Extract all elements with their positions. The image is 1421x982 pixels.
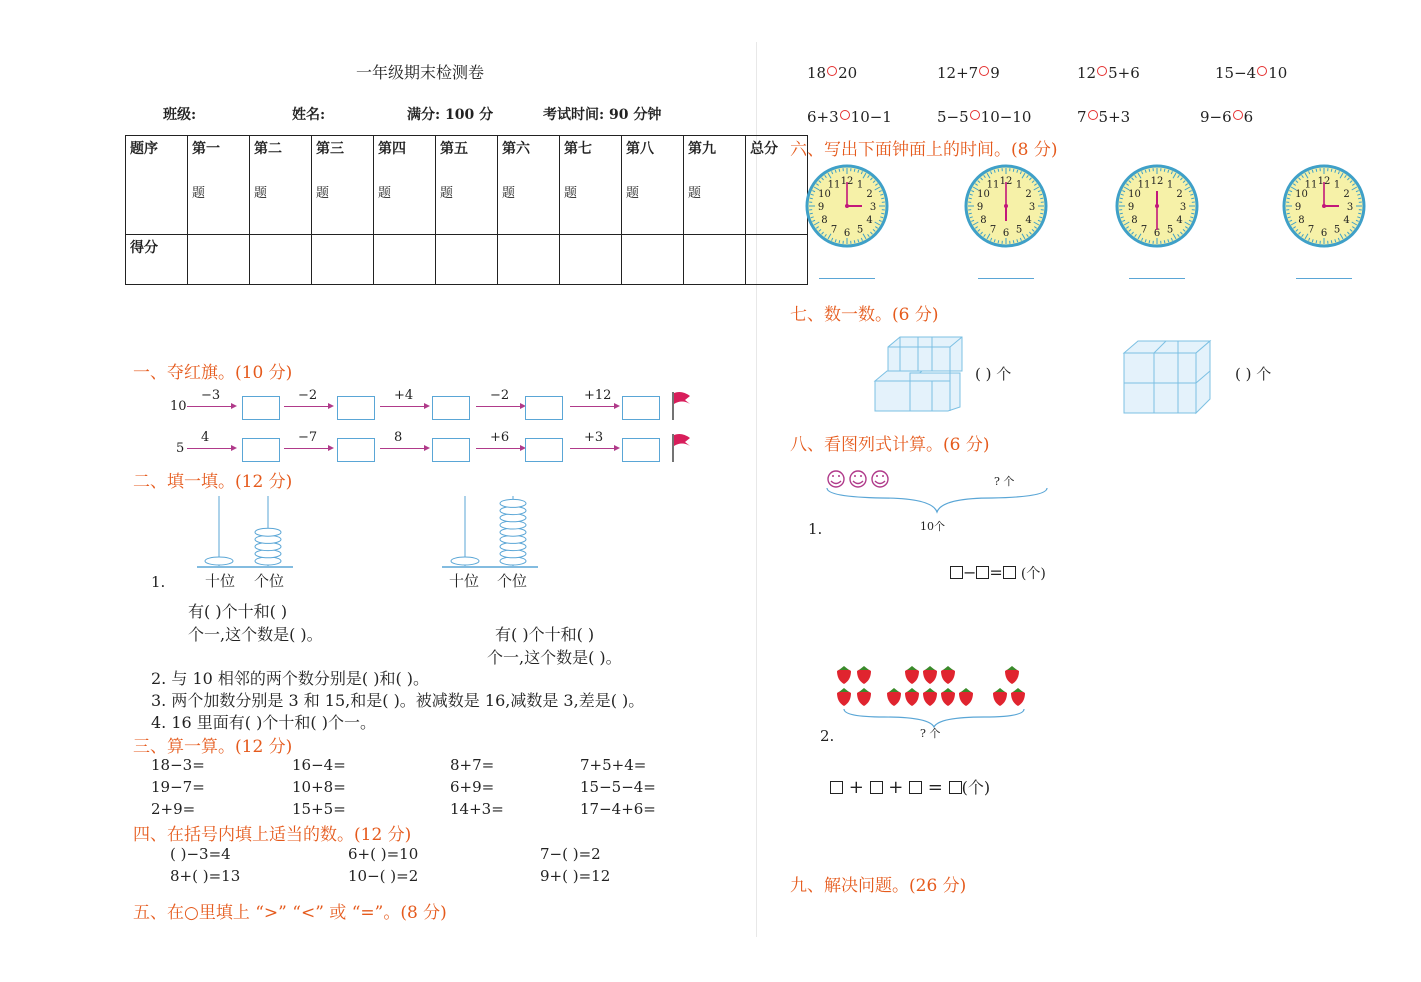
compare-circle[interactable] [979,66,989,76]
s2-q1b-line1: 有( )个十和( ) [495,625,595,644]
calc-problem: 16−4= [292,756,346,774]
abacus-a-ones-label: 个位 [254,572,285,590]
calc-problem: 2+9= [151,800,196,818]
chain-start-number: 5 [176,441,185,456]
svg-text:4: 4 [1176,215,1183,226]
svg-text:3: 3 [1179,202,1187,213]
chain-operation: 4 [201,430,210,445]
header-cell-bottom: 题 [316,186,330,201]
section-9-title: 九、解决问题。(26 分) [790,876,967,896]
svg-text:9: 9 [1294,202,1302,213]
answer-box[interactable] [337,396,375,420]
chain-arrow [476,406,524,407]
s2-q3: 3. 两个加数分别是 3 和 15,和是( )。被减数是 16,减数是 3,差是( )。 [151,691,645,710]
chain-operation: 8 [394,430,403,445]
chain-arrow [476,448,524,449]
exam-time: 考试时间: 90 分钟 [543,107,662,123]
svg-text:1: 1 [856,179,864,191]
svg-text:10: 10 [818,189,831,200]
s8-q1-total: 10个 [920,520,945,533]
answer-box[interactable] [242,396,280,420]
s2-q1a-line2: 个一,这个数是( )。 [188,625,323,644]
clock-face [963,163,1049,249]
svg-text:3: 3 [1028,202,1036,213]
compare-problem [937,64,1000,82]
score-table-header-cell [188,136,250,235]
svg-text:8: 8 [821,215,828,226]
s8-q2-unknown: ? 个 [920,727,941,740]
s2-q1-number: 1. [151,573,166,591]
calc-problem: 15−5−4= [580,778,656,796]
s7-answer-b: ( ) 个 [1235,365,1272,383]
header-cell-bottom: 题 [440,186,454,201]
strawberry-icon [993,688,1007,706]
svg-text:6: 6 [1002,228,1010,239]
header-cell-top: 第二 [254,141,282,157]
compare-right: 5+6 [1108,64,1140,82]
svg-text:6: 6 [1153,228,1161,239]
compare-problem [807,64,857,82]
answer-box[interactable] [432,396,470,420]
calc-problem: 10+8= [292,778,346,796]
strawberry-icon [923,688,937,706]
compare-left: 12 [1077,64,1097,82]
compare-left: 12+7 [937,64,979,82]
section-4-title: 四、在括号内填上适当的数。(12 分) [133,825,412,845]
compare-right: 10−10 [980,108,1032,126]
svg-text:9: 9 [817,202,825,213]
svg-text:11: 11 [1137,179,1151,191]
compare-right: 6 [1243,108,1254,126]
compare-circle[interactable] [1233,110,1243,120]
calc-problem: 17−4+6= [580,800,656,818]
smiley-brace-figure [822,466,1052,514]
score-table-header-cell [374,136,436,235]
fill-bracket-problem: 8+( )=13 [170,867,241,885]
section-7-title: 七、数一数。(6 分) [790,305,939,325]
clock-answer-blank[interactable] [819,278,875,279]
calc-problem: 6+9= [450,778,495,796]
chain-start-number: 10 [170,399,187,414]
header-cell-top: 总分 [750,141,778,157]
answer-box[interactable] [622,438,660,462]
svg-text:5: 5 [1333,224,1341,236]
answer-box[interactable] [432,438,470,462]
score-input-cell[interactable] [498,235,560,285]
abacus-bead [500,499,526,507]
name-label: 姓名: [292,107,326,123]
chain-arrow [570,406,618,407]
abacus-a [195,490,305,580]
strawberry-icon [857,666,871,684]
clock-answer-blank[interactable] [1296,278,1352,279]
svg-text:2: 2 [1343,189,1350,200]
header-cell-top: 第五 [440,141,468,157]
header-cell-top: 第六 [502,141,530,157]
clock-answer-blank[interactable] [1129,278,1185,279]
clock-face [1114,163,1200,249]
header-cell-top: 第三 [316,141,344,157]
compare-circle[interactable] [1097,66,1107,76]
score-table [125,135,808,285]
svg-text:8: 8 [1298,215,1305,226]
compare-circle[interactable] [840,110,850,120]
svg-text:1: 1 [1015,179,1023,191]
section-8-title: 八、看图列式计算。(6 分) [790,435,990,455]
compare-left: 9−6 [1200,108,1232,126]
chain-operation: +3 [584,430,604,445]
compare-left: 15−4 [1215,64,1257,82]
s2-q4: 4. 16 里面有( )个十和( )个一。 [151,713,376,732]
svg-text:6: 6 [843,228,851,239]
svg-text:4: 4 [1025,215,1032,226]
clock-answer-blank[interactable] [978,278,1034,279]
abacus-b [440,490,550,580]
compare-circle[interactable] [1257,66,1267,76]
header-cell-bottom: 题 [564,186,578,201]
svg-text:12: 12 [1317,176,1331,187]
score-input-cell[interactable] [312,235,374,285]
compare-problem [937,108,1031,126]
svg-text:11: 11 [827,179,841,191]
svg-text:12: 12 [840,176,854,187]
s2-q2: 2. 与 10 相邻的两个数分别是( )和( )。 [151,669,430,688]
strawberry-icon [905,666,919,684]
svg-text:4: 4 [866,215,873,226]
strawberry-icon [941,666,955,684]
score-table-header-row [126,136,808,235]
compare-right: 20 [838,64,858,82]
svg-text:12: 12 [1150,176,1164,187]
full-score: 满分: 100 分 [407,107,494,123]
calc-problem: 8+7= [450,756,495,774]
score-table-header-cell [250,136,312,235]
abacus-a-tens-label: 十位 [205,572,236,590]
section-5-title: 五、在○里填上 “>” “<” 或 “=”。(8 分) [133,903,447,923]
answer-box[interactable] [525,438,563,462]
compare-problem [1200,108,1253,126]
section-2-title: 二、填一填。(12 分) [133,472,293,492]
score-table-header-cell [622,136,684,235]
strawberry-icon [837,688,851,706]
class-label: 班级: [163,107,197,123]
svg-text:8: 8 [980,215,987,226]
chain-arrow [187,448,235,449]
calc-problem: 7+5+4= [580,756,647,774]
svg-text:2: 2 [1025,189,1032,200]
compare-right: 10−1 [850,108,892,126]
svg-text:1: 1 [1333,179,1341,191]
red-flag-icon [670,390,692,422]
cube-stack-a [870,333,970,415]
chain-arrow [380,448,428,449]
s8-q2-unit: (个) [961,778,991,797]
svg-text:5: 5 [1166,224,1174,236]
s8-q2-equation: + + = (个) [830,775,990,798]
header-cell-bottom: 题 [502,186,516,201]
svg-text:5: 5 [856,224,864,236]
strawberry-icon [857,688,871,706]
red-flag-icon [670,432,692,464]
section-6-title: 六、写出下面钟面上的时间。(8 分) [790,140,1058,160]
svg-text:2: 2 [866,189,873,200]
score-input-cell[interactable] [250,235,312,285]
chain-arrow [380,406,428,407]
header-cell-bottom: 题 [688,186,702,201]
chain-operation: −7 [298,430,318,445]
s8-q1-unknown: ? 个 [994,475,1015,488]
header-cell-top: 第九 [688,141,716,157]
svg-text:2: 2 [1176,189,1183,200]
strawberry-icon [1011,688,1025,706]
calc-problem: 19−7= [151,778,205,796]
svg-text:7: 7 [989,224,997,236]
s2-q1a-line1: 有( )个十和( ) [188,602,288,621]
header-cell-top: 第七 [564,141,592,157]
chain-arrow [284,406,332,407]
header-cell-bottom: 题 [254,186,268,201]
score-input-cell[interactable] [374,235,436,285]
score-input-cell[interactable] [188,235,250,285]
svg-text:11: 11 [1304,179,1318,191]
strawberry-icon [923,666,937,684]
score-table-header-cell [312,136,374,235]
clock-face [804,163,890,249]
fill-bracket-problem: ( )−3=4 [170,845,231,863]
cube-stack-b [1120,335,1215,415]
svg-text:5: 5 [1015,224,1023,236]
svg-text:7: 7 [1307,224,1315,236]
score-table-header-cell [126,136,188,235]
compare-problem [1077,64,1140,82]
score-table-header-cell [498,136,560,235]
compare-right: 9 [990,64,1000,82]
chain-operation: −2 [490,388,510,403]
section-3-title: 三、算一算。(12 分) [133,737,293,757]
svg-text:8: 8 [1131,215,1138,226]
compare-right: 5+3 [1098,108,1131,126]
svg-text:11: 11 [986,179,1000,191]
svg-text:10: 10 [977,189,990,200]
header-cell-top: 题序 [130,141,158,157]
answer-box[interactable] [337,438,375,462]
svg-text:7: 7 [1140,224,1148,236]
s8-q1-unit: (个) [1020,566,1046,582]
score-input-cell[interactable] [560,235,622,285]
header-cell-top: 第一 [192,141,220,157]
strawberry-icon [941,688,955,706]
fill-bracket-problem: 6+( )=10 [348,845,419,863]
fill-bracket-problem: 7−( )=2 [540,845,601,863]
score-input-cell[interactable] [684,235,746,285]
header-cell-bottom: 题 [378,186,392,201]
header-cell-bottom: 题 [192,186,206,201]
answer-box[interactable] [525,396,563,420]
svg-text:9: 9 [1127,202,1135,213]
compare-right: 10 [1268,64,1288,82]
score-row-label: 得分 [126,235,188,285]
compare-circle[interactable] [1088,110,1098,120]
score-table-header-cell [560,136,622,235]
compare-left: 18 [807,64,827,82]
compare-left: 7 [1077,108,1087,126]
score-input-cell[interactable] [746,235,808,285]
compare-problem [807,108,892,126]
score-table-header-cell [684,136,746,235]
answer-box[interactable] [622,396,660,420]
chain-operation: +4 [394,388,414,403]
svg-text:4: 4 [1343,215,1350,226]
chain-arrow [187,406,235,407]
answer-box[interactable] [242,438,280,462]
chain-arrow [570,448,618,449]
calc-problem: 18−3= [151,756,205,774]
score-table-header-cell [436,136,498,235]
compare-circle[interactable] [970,110,980,120]
svg-text:3: 3 [1346,202,1354,213]
calc-problem: 14+3= [450,800,504,818]
exam-title: 一年级期末检测卷 [356,63,485,82]
s8-q2-number: 2. [820,727,835,745]
fill-bracket-problem: 10−( )=2 [348,867,419,885]
score-input-cell[interactable] [622,235,684,285]
header-cell-top: 第八 [626,141,654,157]
chain-operation: −3 [201,388,221,403]
strawberry-icon [905,688,919,706]
strawberry-icon [887,688,901,706]
svg-text:10: 10 [1128,189,1141,200]
svg-text:7: 7 [830,224,838,236]
abacus-b-ones-label: 个位 [497,572,528,590]
compare-problem [1077,108,1130,126]
svg-text:10: 10 [1295,189,1308,200]
s8-q1-number: 1. [808,520,823,538]
chain-operation: −2 [298,388,318,403]
compare-left: 6+3 [807,108,839,126]
abacus-bead [255,528,281,536]
strawberry-icon [837,666,851,684]
svg-text:6: 6 [1320,228,1328,239]
s7-answer-a: ( ) 个 [975,365,1012,383]
score-table-score-row [126,235,808,285]
chain-operation: +6 [490,430,510,445]
strawberry-icon [959,688,973,706]
svg-text:3: 3 [869,202,877,213]
abacus-b-tens-label: 十位 [449,572,480,590]
calc-problem: 15+5= [292,800,346,818]
compare-left: 5−5 [937,108,969,126]
strawberry-icon [1005,666,1019,684]
fill-bracket-problem: 9+( )=12 [540,867,611,885]
svg-text:1: 1 [1166,179,1174,191]
compare-problem [1215,64,1287,82]
chain-arrow [284,448,332,449]
clock-face [1281,163,1367,249]
header-cell-top: 第四 [378,141,406,157]
chain-operation: +12 [584,388,612,403]
svg-text:9: 9 [976,202,984,213]
s8-q1-equation: − = (个) [950,563,1046,583]
s2-q1b-line2: 个一,这个数是( )。 [487,648,622,667]
score-input-cell[interactable] [436,235,498,285]
section-1-title: 一、夺红旗。(10 分) [133,363,293,383]
header-cell-bottom: 题 [626,186,640,201]
svg-text:12: 12 [999,176,1013,187]
compare-circle[interactable] [827,66,837,76]
